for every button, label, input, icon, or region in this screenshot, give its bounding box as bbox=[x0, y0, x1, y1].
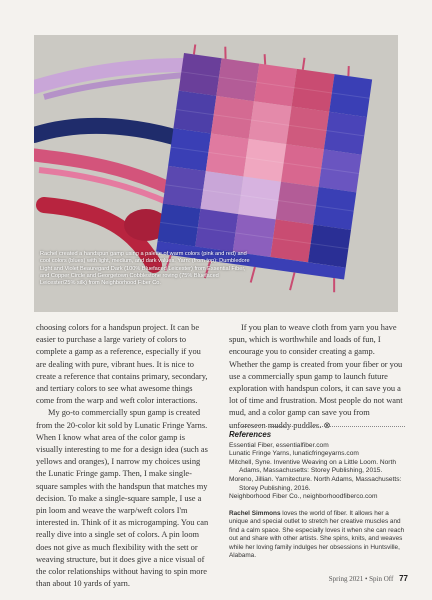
article-column-left bbox=[36, 322, 212, 590]
section-divider bbox=[229, 426, 405, 427]
reference-item: Moreno, Jillian. Yarnitecture. North Adams, Massachusetts: Storey Publishing, 2016. bbox=[229, 475, 402, 492]
end-mark-icon: ⊗ bbox=[323, 420, 331, 430]
reference-item[interactable]: Lunatic Fringe Yarns, lunaticfringeyarns.com bbox=[229, 450, 359, 458]
author-name: Rachel Simmons bbox=[229, 510, 281, 517]
references-heading: References bbox=[229, 430, 272, 439]
author-bio bbox=[229, 510, 407, 560]
photo-caption: Rachel created a handspun gamp using a palette of warm colors (pink and red) and cool colors (blues) with light, medium, and dark values. Yarn: (from top): Dumbledore Light and Violet Beauregard Dark (100% Bluefaced Leicester) from Essential Fiber, and Copper Circle and Georgetown Cobblestone roving (75% Bluefaced Leicester/25% silk) from Neighborhood Fiber Co. bbox=[40, 251, 250, 287]
body-paragraph: choosing colors for a handspun project. It can be easier to purchase a large variety of colors to complete a gamp as a reference, especially if you are dealing with pure, vibrant hues. It is nice to create a reference that contains primary, secondary, and tertiary colors to see what awesome things come from the warp and weft color interactions. bbox=[36, 323, 208, 406]
author-bio-text: loves the world of fiber. It allows her a unique and special outlet to stretch her creative muscles and find a calm space. She especially loves it when she can reach out and share with other artists. She spins, knits, and weaves while her loving family indulges her obsessions in Huntsville, Alabama. bbox=[229, 510, 405, 560]
article-column-right bbox=[229, 322, 405, 432]
references-section bbox=[229, 431, 407, 502]
reference-item[interactable]: Essential Fiber, essentialfiber.com bbox=[229, 441, 329, 449]
page-footer bbox=[329, 574, 408, 583]
issue-label: Spring 2021 • Spin Off bbox=[328, 575, 394, 583]
body-paragraph: My go-to commercially spun gamp is created from the 20-color kit sold by Lunatic Fringe Yarns. When I know what area of the color gamp is visually interesting to me for a design idea (such as yellows and oranges), I narrow my choices using the Lunatic Fringe gamp. Then, I make single-square samples with the handspun that matches my decision. To make a single-square sample, I use a pin loom and weave the warp/weft colors I'm interested in. Think of it as microgamping. You can really dive into a single set of colors. A pin loom does not give as much flexibility with the sett or weaving structure, but it does give a nice visual of the color relationships without having to spin more than about 10 yards of yarn. bbox=[36, 408, 209, 589]
reference-item: Mitchell, Syne. Inventive Weaving on a Little Loom. North Adams, Massachusetts: Storey Publishing, 2015. bbox=[229, 458, 397, 475]
body-paragraph bbox=[229, 322, 405, 432]
body-paragraph-text: If you plan to weave cloth from yarn you have spun, which is worthwhile and loads of fun, I encourage you to consider creating a gamp. Whether the gamp is created from your fiber or you use a commercially spun gamp to launch future exploration with handspun colors, it can save you a lot of time and frustration. Most people do not want mud, and a color gamp can save you from unforeseen muddy puddles. bbox=[229, 323, 403, 430]
reference-item[interactable]: Neighborhood Fiber Co., neighborhoodfiberco.com bbox=[229, 493, 378, 501]
page-number: 77 bbox=[399, 574, 408, 583]
